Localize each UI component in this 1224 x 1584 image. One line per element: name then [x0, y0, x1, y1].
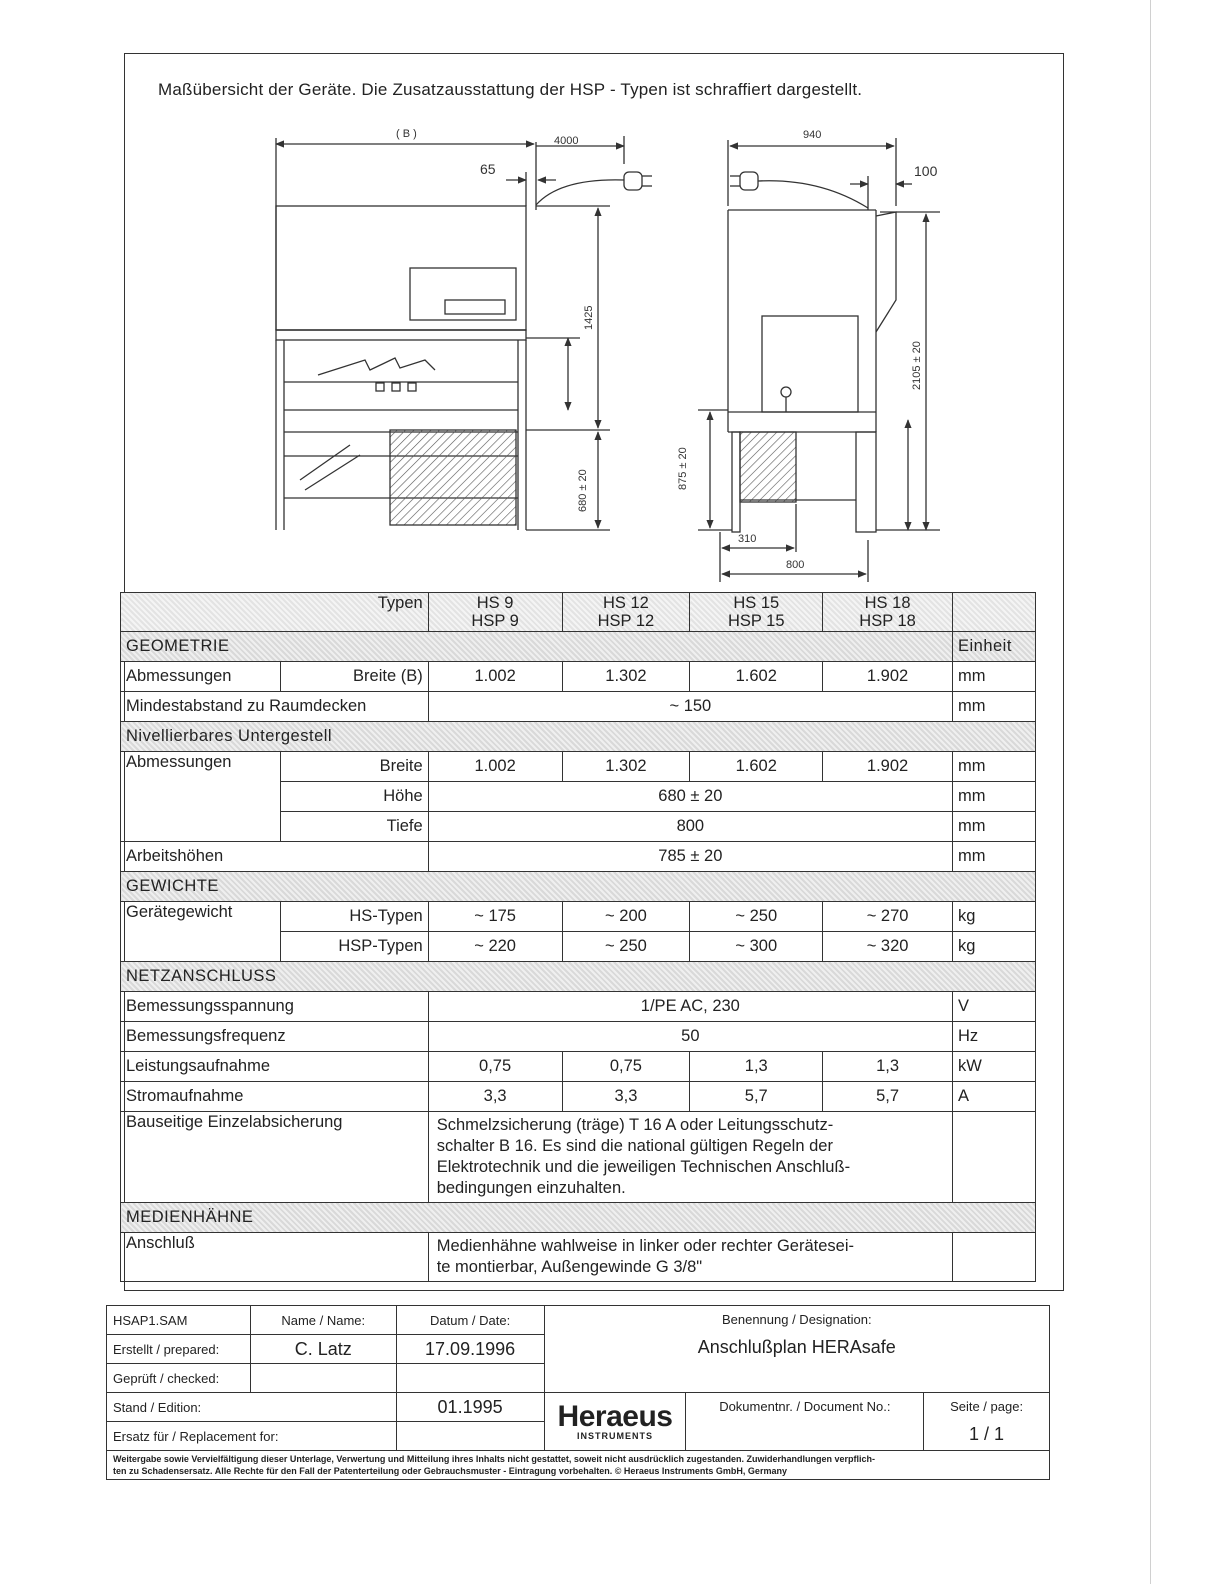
technical-drawing: [240, 120, 960, 590]
section-nivellier: Nivellierbares Untergestell: [121, 722, 1036, 752]
cell: 1,3: [823, 1052, 953, 1082]
erstellt-label: Erstellt / prepared:: [107, 1335, 251, 1364]
row-sublabel: HSP-Typen: [280, 932, 428, 962]
cell: ~ 150: [428, 692, 952, 722]
cell: 1.302: [562, 662, 690, 692]
unit: Hz: [952, 1022, 1035, 1052]
dim-total: 2105 ± 20: [911, 341, 923, 390]
cell: 1.902: [823, 752, 953, 782]
dim-side-offset: 100: [914, 163, 938, 179]
ersatz-value: [396, 1422, 544, 1451]
datum-label: Datum / Date:: [396, 1306, 544, 1335]
unit: mm: [952, 662, 1035, 692]
name-label: Name / Name:: [250, 1306, 396, 1335]
file-name: HSAP1.SAM: [107, 1306, 251, 1335]
dim-work: 875 ± 20: [677, 447, 689, 490]
table-row: [121, 842, 1036, 872]
title-block: [106, 1305, 1050, 1480]
author-date: 17.09.1996: [396, 1335, 544, 1364]
unit: kg: [952, 902, 1035, 932]
row-label: Bauseitige Einzelabsicherung: [121, 1112, 429, 1203]
row-label: Leistungsaufnahme: [121, 1052, 429, 1082]
front-view: [276, 136, 652, 530]
cell: ~ 250: [690, 902, 823, 932]
cell: 1,3: [690, 1052, 823, 1082]
unit: mm: [952, 752, 1035, 782]
types-label: Typen: [121, 593, 429, 632]
dim-foot: 310: [738, 533, 757, 545]
designation: Anschlußplan HERAsafe: [697, 1337, 896, 1357]
row-sublabel: Höhe: [280, 782, 428, 812]
row-label: Mindestabstand zu Raumdecken: [121, 692, 429, 722]
type-hs18: HS 18 HSP 18: [823, 593, 953, 632]
table-row: [121, 992, 1036, 1022]
cell: ~ 270: [823, 902, 953, 932]
row-label: Anschluß: [121, 1233, 429, 1282]
table-row: [121, 692, 1036, 722]
type-hs12: HS 12 HSP 12: [562, 593, 690, 632]
stand-label: Stand / Edition:: [107, 1393, 397, 1422]
cell: 50: [428, 1022, 952, 1052]
unit: mm: [952, 812, 1035, 842]
row-sublabel: HS-Typen: [280, 902, 428, 932]
row-label: Abmessungen: [121, 752, 281, 842]
edition: 01.1995: [396, 1393, 544, 1422]
table-row: [121, 902, 1036, 932]
cell: 785 ± 20: [428, 842, 952, 872]
cell: ~ 300: [690, 932, 823, 962]
designation-cell: Benennung / Designation: Anschlußplan HERAsafe: [544, 1306, 1049, 1393]
dim-cable: 4000: [554, 135, 579, 147]
page-number: 1 / 1: [969, 1424, 1005, 1444]
types-empty: [952, 593, 1035, 632]
spec-table: [120, 592, 1036, 1282]
einheit-label: Einheit: [952, 632, 1035, 662]
dim-upper: 1425: [583, 305, 595, 330]
cell: 1.902: [823, 662, 953, 692]
row-label: Stromaufnahme: [121, 1082, 429, 1112]
cell: ~ 320: [823, 932, 953, 962]
dim-b: ( B ): [396, 128, 417, 140]
row-sublabel: Breite (B): [280, 662, 428, 692]
section-netz: NETZANSCHLUSS: [121, 962, 1036, 992]
anschluss-text: Medienhähne wahlweise in linker oder rechter Gerätesei- te montierbar, Außengewinde G 3/8": [428, 1233, 952, 1282]
dim-lower: 680 ± 20: [577, 469, 589, 512]
cell: 5,7: [823, 1082, 953, 1112]
cell: ~ 220: [428, 932, 562, 962]
type-hs9: HS 9 HSP 9: [428, 593, 562, 632]
geprueft-label: Geprüft / checked:: [107, 1364, 251, 1393]
dim-offset: 65: [480, 161, 496, 177]
unit: V: [952, 992, 1035, 1022]
row-label: Bemessungsfrequenz: [121, 1022, 429, 1052]
row-label: Abmessungen: [121, 662, 281, 692]
row-sublabel: Breite: [280, 752, 428, 782]
unit: [952, 1112, 1035, 1203]
row-label: Gerätegewicht: [121, 902, 281, 962]
table-row: [121, 1233, 1036, 1282]
cell: ~ 200: [562, 902, 690, 932]
intro-text: Maßübersicht der Geräte. Die Zusatzausstattung der HSP - Typen ist schraffiert dargestellt.: [158, 80, 863, 99]
table-row: [121, 752, 1036, 782]
unit: mm: [952, 692, 1035, 722]
cell: 1.002: [428, 662, 562, 692]
cell: 1.602: [690, 662, 823, 692]
unit: A: [952, 1082, 1035, 1112]
page-cell: Seite / page: 1 / 1: [924, 1393, 1050, 1451]
side-view: [698, 138, 940, 582]
cell: 1.002: [428, 752, 562, 782]
row-label: Bemessungsspannung: [121, 992, 429, 1022]
row-label: Arbeitshöhen: [121, 842, 429, 872]
dim-depth: 940: [803, 129, 822, 141]
cell: 3,3: [428, 1082, 562, 1112]
cell: 680 ± 20: [428, 782, 952, 812]
dim-width: 800: [786, 559, 805, 571]
unit: mm: [952, 782, 1035, 812]
cell: 800: [428, 812, 952, 842]
cell: 3,3: [562, 1082, 690, 1112]
row-sublabel: Tiefe: [280, 812, 428, 842]
unit: mm: [952, 842, 1035, 872]
cell: 1/PE AC, 230: [428, 992, 952, 1022]
cell: 5,7: [690, 1082, 823, 1112]
types-row: [121, 593, 1036, 632]
table-row: [121, 1022, 1036, 1052]
table-row: [121, 1112, 1036, 1203]
type-hs15: HS 15 HSP 15: [690, 593, 823, 632]
unit: kg: [952, 932, 1035, 962]
unit: kW: [952, 1052, 1035, 1082]
docno-label: Dokumentnr. / Document No.:: [686, 1393, 924, 1451]
section-medien: MEDIENHÄHNE: [121, 1203, 1036, 1233]
scan-edge: [1150, 0, 1151, 1584]
cell: 0,75: [562, 1052, 690, 1082]
heraeus-logo: Heraeus INSTRUMENTS: [544, 1393, 686, 1451]
footer-note: Weitergabe sowie Vervielfältigung dieser Unterlage, Verwertung und Mitteilung ihres Inhalts nicht gestattet, soweit nicht ausdrücklich zugestanden. Zuwiderhandlungen verpflich- ten zu Schadensersatz. Alle Rechte für den Fall der Patenterteilung oder Gebrauchsmuster - Eintragung vorbehalten. © Heraeus Instruments GmbH, Germany: [107, 1451, 1050, 1480]
cell: 1.602: [690, 752, 823, 782]
cell: 1.302: [562, 752, 690, 782]
section-gewichte: GEWICHTE: [121, 872, 1036, 902]
cell: ~ 250: [562, 932, 690, 962]
checked-date: [396, 1364, 544, 1393]
cell: ~ 175: [428, 902, 562, 932]
cell: 0,75: [428, 1052, 562, 1082]
absicherung-text: Schmelzsicherung (träge) T 16 A oder Leitungsschutz- schalter B 16. Es sind die national gültigen Regeln der Elektrotechnik und die jeweiligen Technischen Anschluß- bedingungen einzuhalten.: [428, 1112, 952, 1203]
table-row: [121, 1082, 1036, 1112]
table-row: [121, 662, 1036, 692]
unit: [952, 1233, 1035, 1282]
checked-name: [250, 1364, 396, 1393]
section-geometrie: GEOMETRIE: [121, 632, 953, 662]
table-row: [121, 1052, 1036, 1082]
ersatz-label: Ersatz für / Replacement for:: [107, 1422, 397, 1451]
author-name: C. Latz: [250, 1335, 396, 1364]
